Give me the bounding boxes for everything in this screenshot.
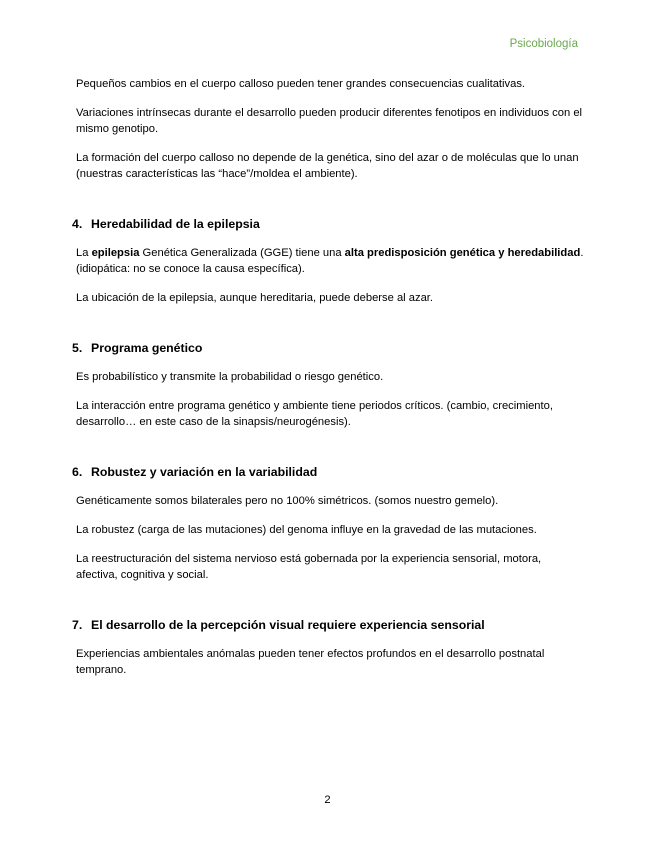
section-5-paragraph-2: La interacción entre programa genético y ambiente tiene periodos críticos. (cambio, crecimiento, desarrollo… en este caso de la sinapsis/neurogénesis). [76,400,553,428]
text-run: Genética Generalizada (GGE) tiene una [139,247,345,259]
section-6-paragraph-3: La reestructuración del sistema nervioso está gobernada por la experiencia sensorial, motora, afectiva, cognitiva y social. [76,553,542,581]
text-run: . (idiopática: no se conoce la causa específica). [76,247,584,275]
document-body [72,76,584,678]
section-7-title: El desarrollo de la percepción visual requiere experiencia sensorial [91,618,485,632]
section-4-number: 4. [72,217,83,231]
section-4-heading [72,216,584,232]
section-6-number: 6. [72,465,83,479]
bold-term-predisposicion: alta predisposición genética y heredabilidad [344,247,581,259]
text-run: La [76,247,92,259]
bold-term-epilepsia: epilepsia [91,247,140,259]
intro-paragraph-3: La formación del cuerpo calloso no depende de la genética, sino del azar o de moléculas que lo unan (nuestras características las “hace”/moldea el ambiente). [76,152,579,180]
page-header-title: Psicobiología [509,38,578,50]
section-7-number: 7. [72,618,83,632]
section-4-paragraph-1 [76,245,584,277]
page-number: 2 [324,794,331,806]
intro-paragraph-1: Pequeños cambios en el cuerpo calloso pueden tener grandes consecuencias cualitativas. [76,78,526,90]
section-5-number: 5. [72,341,83,355]
section-6-title: Robustez y variación en la variabilidad [91,465,318,479]
section-6-heading [72,464,584,480]
section-4-title: Heredabilidad de la epilepsia [91,217,260,231]
section-5-paragraph-1: Es probabilístico y transmite la probabilidad o riesgo genético. [76,371,384,383]
section-6-paragraph-1: Genéticamente somos bilaterales pero no 100% simétricos. (somos nuestro gemelo). [76,495,499,507]
section-5-title: Programa genético [91,341,203,355]
section-7-paragraph-1: Experiencias ambientales anómalas pueden tener efectos profundos en el desarrollo postnatal temprano. [76,648,545,676]
section-6-paragraph-2: La robustez (carga de las mutaciones) del genoma influye en la gravedad de las mutaciones. [76,524,537,536]
section-7-heading [72,617,584,633]
section-4-paragraph-2: La ubicación de la epilepsia, aunque hereditaria, puede deberse al azar. [76,292,434,304]
intro-paragraph-2: Variaciones intrínsecas durante el desarrollo pueden producir diferentes fenotipos en individuos con el mismo genotipo. [76,107,583,135]
section-5-heading [72,340,584,356]
